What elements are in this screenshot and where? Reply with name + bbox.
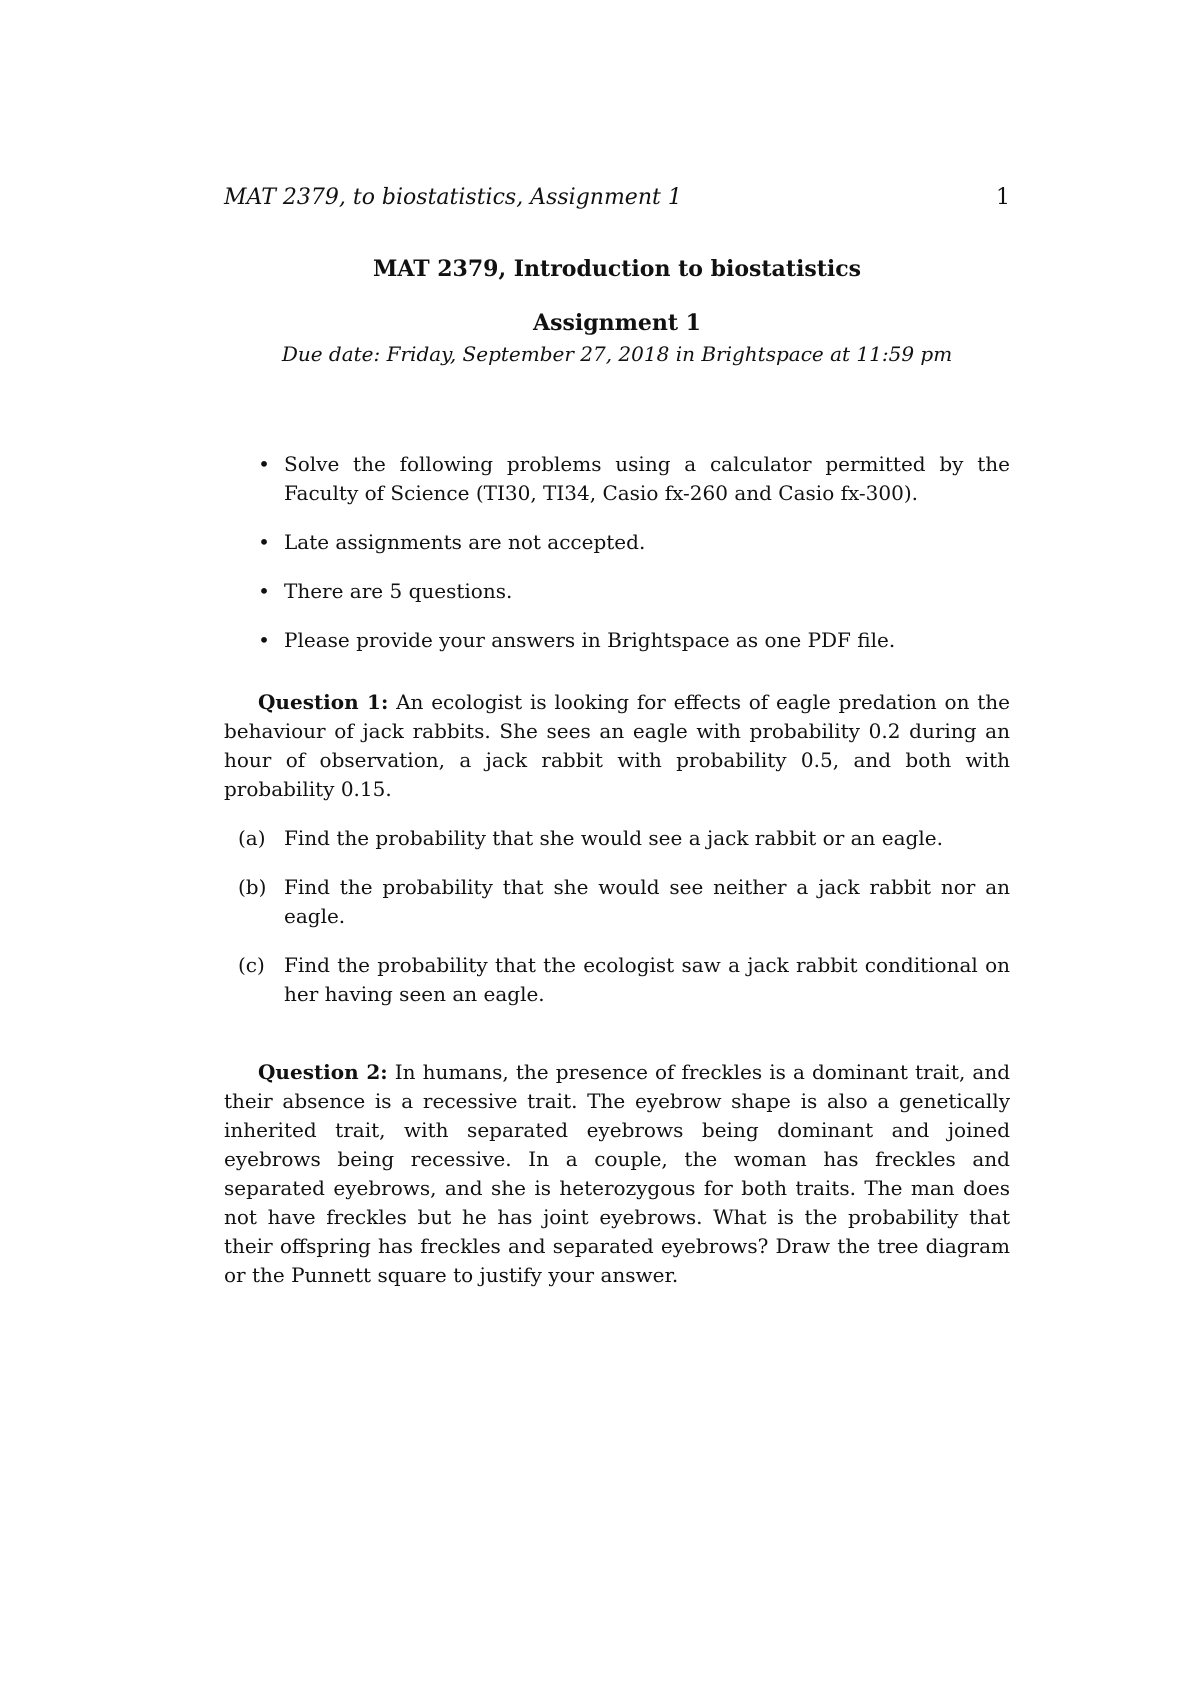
- question-2-body: [224, 1058, 1010, 1290]
- running-header: [224, 180, 1010, 216]
- question-part: [224, 824, 1010, 853]
- running-title: MAT 2379, to biostatistics, Assignment 1: [224, 185, 682, 210]
- instruction-text: There are 5 questions.: [284, 579, 513, 603]
- page-number: 1: [996, 185, 1010, 210]
- question-2-text: In humans, the presence of freckles is a dominant trait, and their absence is a recessive trait. The eyebrow shape is also a genetically inherited trait, with separated eyebrows being dominant and joined eyebrows being recessive. In a couple, the woman has freckles and separated eyebrows, and she is heterozygous for both traits. The man does not have freckles but he has joint eyebrows. What is the probability that their offspring has freckles and separated eyebrows? Draw the tree diagram or the Punnett square to justify your answer.: [224, 1060, 1010, 1287]
- course-title: MAT 2379, Introduction to biostatistics: [372, 256, 862, 282]
- instruction-text: Please provide your answers in Brightspace as one PDF file.: [284, 628, 896, 652]
- question-2-label: Question 2:: [258, 1060, 388, 1084]
- instruction-text: Solve the following problems using a calculator permitted by the Faculty of Science (TI30, TI34, Casio fx-260 and Casio fx-300).: [284, 452, 1010, 505]
- question-part: [224, 873, 1010, 931]
- due-date: Due date: Friday, September 27, 2018 in Brightspace at 11:59 pm: [281, 342, 953, 366]
- instruction-item: [224, 528, 1010, 557]
- instruction-item: [224, 450, 1010, 508]
- question-1: [224, 688, 1010, 1029]
- question-1-parts: [224, 824, 1010, 1009]
- part-text-a: Find the probability that she would see a jack rabbit or an eagle.: [284, 826, 943, 850]
- part-text-b: Find the probability that she would see neither a jack rabbit nor an eagle.: [284, 875, 1010, 928]
- part-text-c: Find the probability that the ecologist saw a jack rabbit conditional on her having seen an eagle.: [284, 953, 1010, 1006]
- instruction-item: [224, 626, 1010, 655]
- assignment-title: Assignment 1: [533, 310, 701, 336]
- instructions-list: [224, 450, 1010, 675]
- instruction-item: [224, 577, 1010, 606]
- title-block: [224, 253, 1010, 369]
- bullet-icon: •: [258, 628, 270, 652]
- question-2: [224, 1058, 1010, 1290]
- instruction-text: Late assignments are not accepted.: [284, 530, 646, 554]
- question-part: [224, 951, 1010, 1009]
- part-label-c: (c): [238, 953, 265, 977]
- question-1-text: An ecologist is looking for effects of eagle predation on the behaviour of jack rabbits. She sees an eagle with probability 0.2 during an hour of observation, a jack rabbit with probability 0.5, and both with probability 0.15.: [224, 690, 1010, 801]
- question-1-label: Question 1:: [258, 690, 389, 714]
- bullet-icon: •: [258, 452, 270, 476]
- bullet-icon: •: [258, 530, 270, 554]
- bullet-icon: •: [258, 579, 270, 603]
- part-label-a: (a): [238, 826, 266, 850]
- part-label-b: (b): [238, 875, 267, 899]
- question-1-body: [224, 688, 1010, 804]
